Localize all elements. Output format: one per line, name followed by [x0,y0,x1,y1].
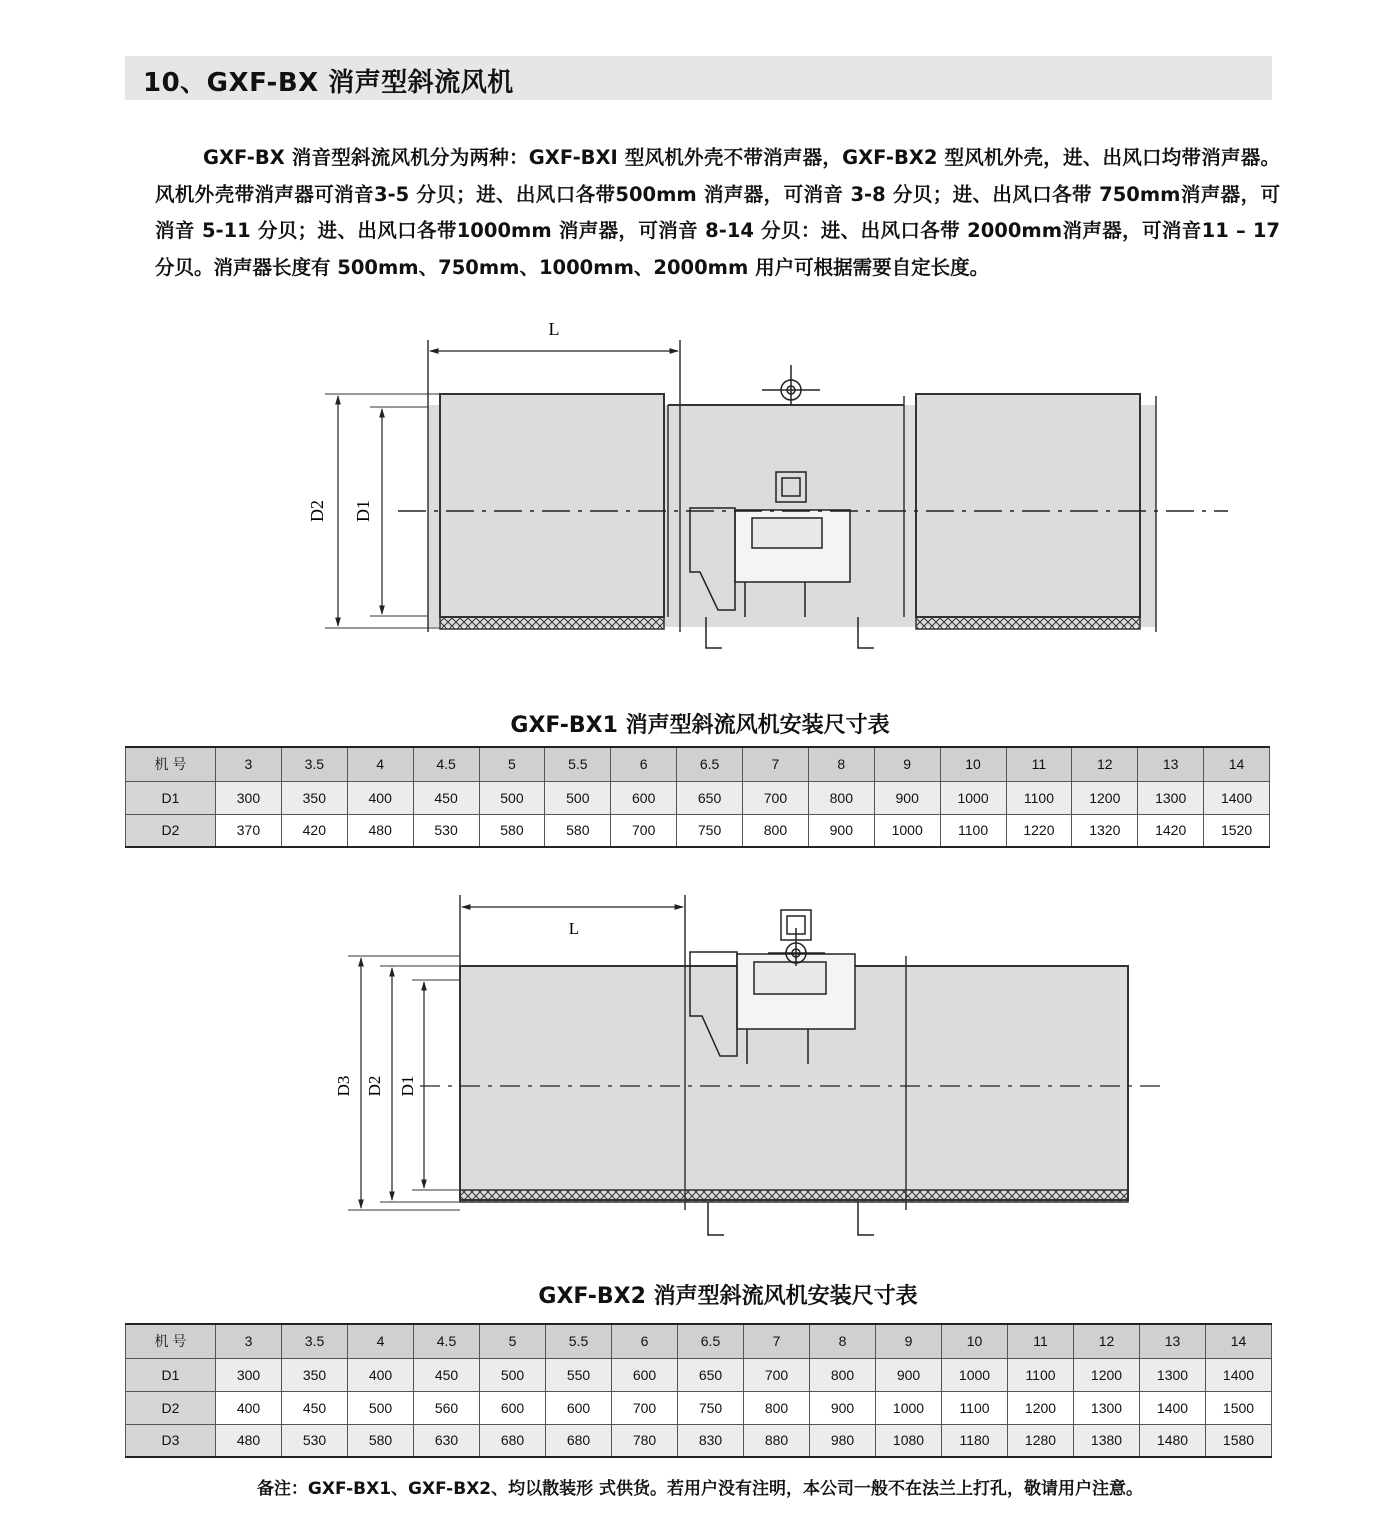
col-header: 9 [876,1324,942,1358]
table-cell: 750 [678,1391,744,1424]
table-cell: 1400 [1204,781,1270,814]
table-cell: 680 [480,1424,546,1457]
col-header: 11 [1006,747,1072,781]
table-cell: 1100 [942,1391,1008,1424]
col-header: 6 [611,747,677,781]
col-header: 3 [216,1324,282,1358]
table-cell: 900 [876,1358,942,1391]
table-cell: 1300 [1138,781,1204,814]
col-header: 4.5 [413,747,479,781]
table-cell: 480 [216,1424,282,1457]
table-cell: 700 [744,1358,810,1391]
table-cell: 800 [743,814,809,847]
table-cell: 300 [216,781,282,814]
table-cell: 300 [216,1358,282,1391]
section-title-bar [125,56,1272,100]
table-cell: 1000 [942,1358,1008,1391]
table-cell: 600 [480,1391,546,1424]
dim-label-d2: D2 [307,500,327,522]
col-header: 11 [1008,1324,1074,1358]
col-header: 5.5 [546,1324,612,1358]
table-cell: 600 [612,1358,678,1391]
table-cell: 530 [413,814,479,847]
table2-title: GXF-BX2 消声型斜流风机安装尺寸表 [538,1284,918,1309]
dim-label-l: L [568,919,580,938]
table-cell: 1420 [1138,814,1204,847]
table-cell: 900 [810,1391,876,1424]
col-header: 6.5 [677,747,743,781]
table-cell: 450 [413,781,479,814]
intro-paragraph: GXF-BX 消音型斜流风机分为两种：GXF-BXI 型风机外壳不带消声器，GXF-BX2 型风机外壳，进、出风口均带消声器。风机外壳带消声器可消音3-5 分贝；进、出风口各带500mm 消声器，可消音 3-8 分贝；进、出风口各带 750mm消声器，可消音 5-11 分贝；进、出风口各带1000mm 消声器，可消音 8-14 分贝：进、出风口各带 2000mm消声器，可消音11 – 17分贝。消声器长度有 500mm、750mm、1000mm、2000mm 用户可根据需要自定长度。 [155,146,1280,279]
table-cell: 1100 [1006,781,1072,814]
col-header: 10 [940,747,1006,781]
table-cell: 1000 [876,1391,942,1424]
row-label: D2 [126,814,216,847]
row-label: D2 [126,1391,216,1424]
col-header: 7 [744,1324,810,1358]
col-header: 13 [1138,747,1204,781]
dim-label-d3: D3 [334,1075,353,1097]
col-header: 8 [808,747,874,781]
table-cell: 350 [282,1358,348,1391]
col-header: 13 [1140,1324,1206,1358]
diagram2-body [348,895,1160,1235]
col-header: 8 [810,1324,876,1358]
table-cell: 1280 [1008,1424,1074,1457]
col-header: 14 [1206,1324,1272,1358]
col-header: 10 [942,1324,1008,1358]
col-header: 7 [743,747,809,781]
section-title: 10、GXF-BX 消声型斜流风机 [143,68,514,98]
table-cell: 400 [348,1358,414,1391]
table1-title: GXF-BX1 消声型斜流风机安装尺寸表 [510,713,890,738]
table-cell: 900 [808,814,874,847]
table-cell: 1080 [876,1424,942,1457]
table-row [126,781,1270,814]
table-cell: 700 [612,1391,678,1424]
table-cell: 560 [414,1391,480,1424]
table-cell: 1580 [1206,1424,1272,1457]
table-cell: 630 [414,1424,480,1457]
table-cell: 370 [216,814,282,847]
table-cell: 1100 [940,814,1006,847]
table-cell: 1320 [1072,814,1138,847]
table-cell: 500 [479,781,545,814]
table-cell: 580 [348,1424,414,1457]
header-label: 机 号 [126,1324,216,1358]
table-cell: 800 [810,1358,876,1391]
table-cell: 700 [611,814,677,847]
col-header: 12 [1072,747,1138,781]
table-cell: 880 [744,1424,810,1457]
table-row [126,1358,1272,1391]
table-cell: 450 [282,1391,348,1424]
table-cell: 1400 [1206,1358,1272,1391]
table-cell: 480 [347,814,413,847]
table-cell: 400 [347,781,413,814]
table-cell: 450 [414,1358,480,1391]
col-header: 6 [612,1324,678,1358]
col-header: 5 [480,1324,546,1358]
table-cell: 1500 [1206,1391,1272,1424]
table-cell: 1200 [1072,781,1138,814]
table-gxf-bx2 [125,1323,1272,1458]
table-cell: 600 [611,781,677,814]
table-cell: 580 [545,814,611,847]
table-cell: 1100 [1008,1358,1074,1391]
table-cell: 420 [281,814,347,847]
col-header: 4 [348,1324,414,1358]
table-cell: 980 [810,1424,876,1457]
table-cell: 550 [546,1358,612,1391]
diagram1-body [325,340,1228,648]
diagram-gxf-bx2 [0,880,1400,1250]
table-cell: 650 [677,781,743,814]
table-row [126,1391,1272,1424]
table-cell: 750 [677,814,743,847]
table-cell: 500 [480,1358,546,1391]
table-cell: 1220 [1006,814,1072,847]
col-header: 12 [1074,1324,1140,1358]
table-cell: 650 [678,1358,744,1391]
col-header: 6.5 [678,1324,744,1358]
col-header: 3.5 [282,1324,348,1358]
table-cell: 1200 [1008,1391,1074,1424]
table-cell: 780 [612,1424,678,1457]
col-header: 9 [874,747,940,781]
col-header: 14 [1204,747,1270,781]
col-header: 3 [216,747,282,781]
table-cell: 1300 [1074,1391,1140,1424]
dim-label-d1: D1 [353,500,373,522]
table-header-row [126,1324,1272,1358]
table-cell: 1300 [1140,1358,1206,1391]
row-label: D3 [126,1424,216,1457]
table-cell: 530 [282,1424,348,1457]
diagram-gxf-bx1 [0,310,1400,660]
table-row [126,1424,1272,1457]
table-cell: 500 [348,1391,414,1424]
table-cell: 1000 [874,814,940,847]
header-label: 机 号 [126,747,216,781]
col-header: 5 [479,747,545,781]
table-cell: 1200 [1074,1358,1140,1391]
col-header: 4.5 [414,1324,480,1358]
table-cell: 830 [678,1424,744,1457]
dim-label-l: L [548,319,560,339]
col-header: 5.5 [545,747,611,781]
dim-label-d2: D2 [365,1075,384,1097]
table-cell: 800 [808,781,874,814]
table-cell: 350 [281,781,347,814]
row-label: D1 [126,781,216,814]
table-cell: 700 [743,781,809,814]
col-header: 3.5 [281,747,347,781]
table-cell: 680 [546,1424,612,1457]
table-cell: 500 [545,781,611,814]
table-header-row [126,747,1270,781]
table-cell: 600 [546,1391,612,1424]
row-label: D1 [126,1358,216,1391]
table-cell: 1380 [1074,1424,1140,1457]
table-cell: 580 [479,814,545,847]
footnote: 备注：GXF-BX1、GXF-BX2、均以散装形 式供货。若用户没有注明，本公司一般不在法兰上打孔，敬请用户注意。 [256,1479,1144,1499]
table-gxf-bx1 [125,746,1270,848]
dim-label-d1: D1 [398,1075,417,1097]
table-cell: 1480 [1140,1424,1206,1457]
table-cell: 800 [744,1391,810,1424]
table-cell: 400 [216,1391,282,1424]
table-cell: 1520 [1204,814,1270,847]
table-cell: 1400 [1140,1391,1206,1424]
table-cell: 1180 [942,1424,1008,1457]
lifting-eye-1 [762,365,820,405]
col-header: 4 [347,747,413,781]
table-cell: 1000 [940,781,1006,814]
table-row [126,814,1270,847]
table-cell: 900 [874,781,940,814]
